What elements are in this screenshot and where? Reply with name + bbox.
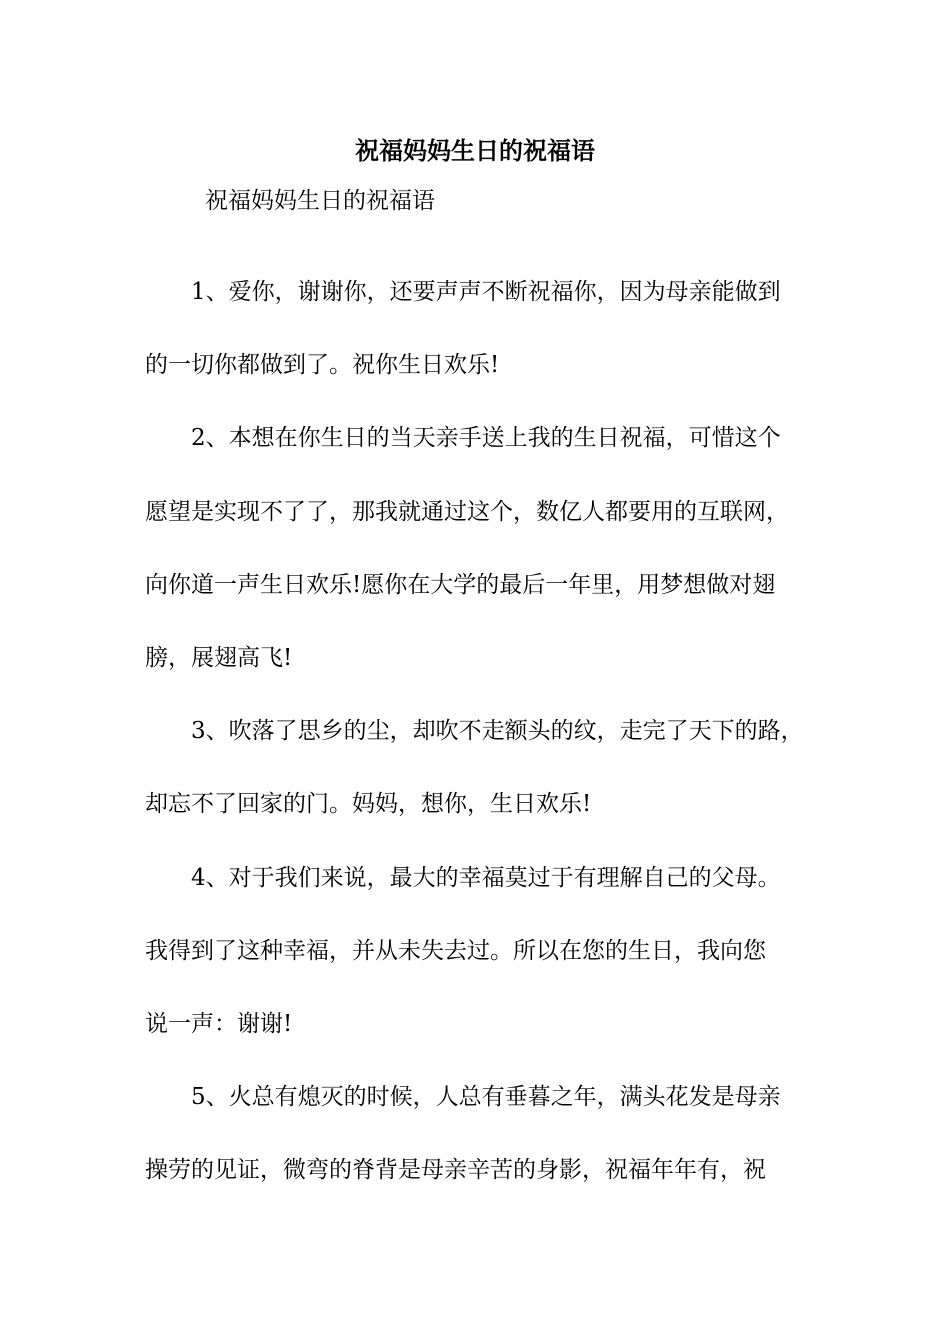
paragraph-line: 操劳的见证，微弯的脊背是母亲辛苦的身影，祝福年年有，祝 (145, 1157, 766, 1184)
paragraph-line: 膀，展翅高飞! (145, 645, 293, 672)
paragraph-line: 5、火总有熄灭的时候，人总有垂暮之年，满头花发是母亲 (191, 1084, 781, 1111)
paragraph-line: 我得到了这种幸福，并从未失去过。所以在您的生日，我向您 (145, 937, 766, 964)
paragraph-5 (145, 1061, 825, 1207)
paragraph-line: 4、对于我们来说，最大的幸福莫过于有理解自己的父母。 (191, 864, 781, 891)
paragraph-line: 愿望是实现不了了，那我就通过这个，数亿人都要用的互联网， (145, 498, 789, 525)
paragraph-line: 说一声：谢谢! (145, 1011, 293, 1038)
paragraph-line: 2、本想在你生日的当天亲手送上我的生日祝福，可惜这个 (191, 425, 781, 452)
document-title: 祝福妈妈生日的祝福语 (355, 136, 595, 165)
paragraph-line: 却忘不了回家的门。妈妈，想你，生日欢乐! (145, 791, 592, 818)
paragraph-line: 的一切你都做到了。祝你生日欢乐! (145, 352, 500, 379)
document-subtitle: 祝福妈妈生日的祝福语 (205, 188, 435, 214)
paragraph-2 (145, 402, 825, 695)
paragraph-line: 1、爱你，谢谢你，还要声声不断祝福你，因为母亲能做到 (191, 279, 781, 305)
document-body (145, 256, 825, 1208)
paragraph-3 (145, 695, 825, 841)
paragraph-line: 3、吹落了思乡的尘，却吹不走额头的纹，走完了天下的路， (191, 718, 804, 745)
paragraph-4 (145, 842, 825, 1062)
paragraph-1 (145, 256, 825, 402)
paragraph-line: 向你道一声生日欢乐!愿你在大学的最后一年里，用梦想做对翅 (145, 571, 776, 598)
